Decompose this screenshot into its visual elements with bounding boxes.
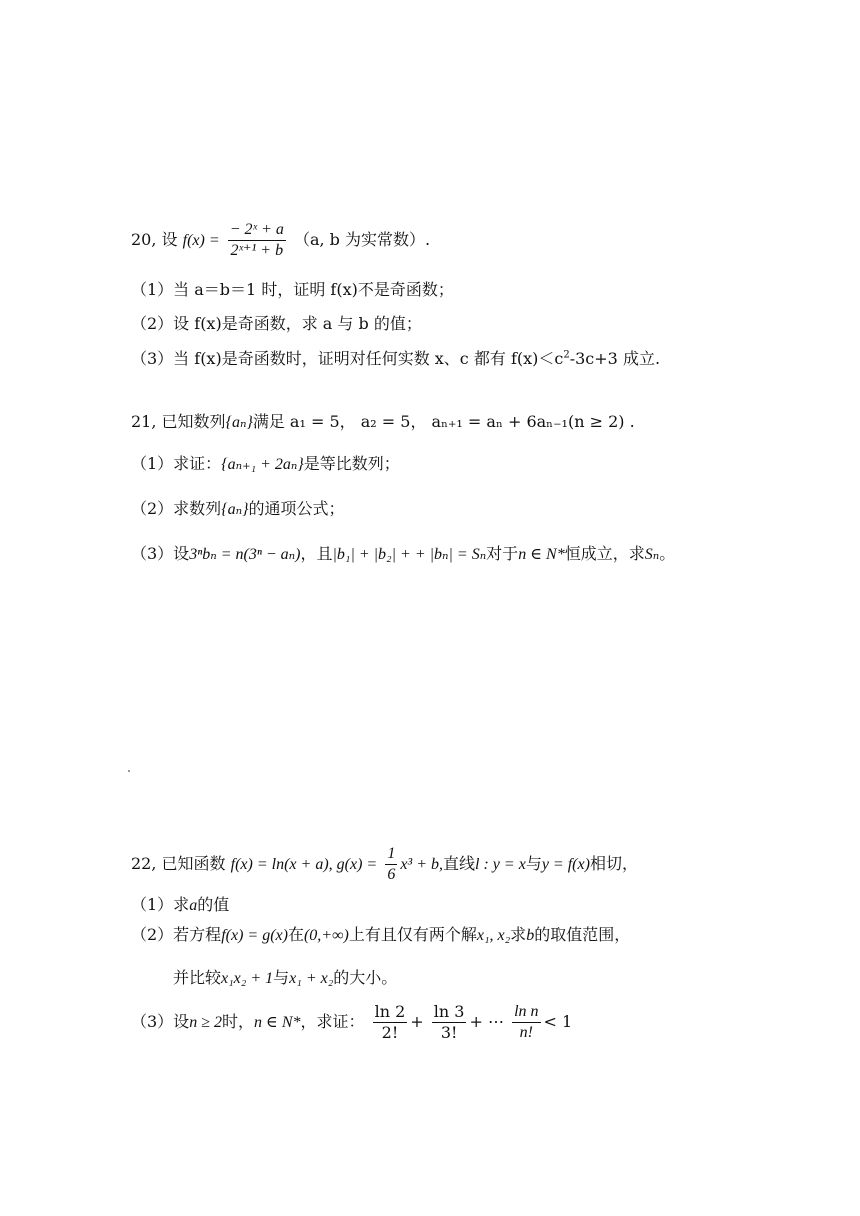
q21-part1	[131, 453, 400, 476]
q21-part3-expr2: |b₁| + |b₂| + + |bₙ| = Sₙ	[332, 546, 487, 563]
q20-stem	[131, 218, 430, 262]
q22-frac-num: 1	[385, 844, 397, 865]
q21-intro: 已知数列	[161, 412, 226, 431]
q20-part2: （2）设 f(x)是奇函数，求 a 与 b 的值；	[131, 314, 422, 333]
q22-fraction	[385, 844, 397, 885]
q22-frac-den: 6	[387, 866, 396, 883]
q20-part3-a: （3）当 f(x)是奇函数时，证明对任何实数 x、c 都有 f(x)＜c	[131, 349, 564, 368]
q20-fraction	[228, 220, 286, 261]
q21-part2-label: （2）求数列	[131, 499, 222, 518]
q20-number: 20,	[131, 230, 157, 249]
q22-part2b-expr2: x₁ + x₂	[289, 970, 334, 987]
q22-with: 与	[525, 854, 542, 873]
q21-part3-expr1: 3ⁿbₙ = n(3ⁿ − aₙ)	[189, 546, 301, 563]
q22-term3-num: ln n	[512, 1002, 540, 1023]
q22-term3	[512, 1002, 540, 1043]
q22-part3-set: n ∈ N*	[253, 1014, 301, 1031]
q22-term2-den: 3!	[440, 1023, 458, 1042]
q22-part2	[131, 924, 630, 947]
q22-term2-num: ln 3	[433, 1002, 465, 1021]
q22-line-expr: l : y = x	[475, 856, 526, 873]
q22-part2-in: 在	[287, 925, 304, 944]
q22-stem	[131, 842, 638, 886]
q21-part3-mid: ，且	[300, 544, 333, 563]
q20-lhs: f(x) =	[182, 232, 220, 249]
q22-tangent-expr: y = f(x)	[541, 856, 590, 873]
q22-part2b-label: 并比较	[173, 968, 222, 987]
q21-part2-tail: 的通项公式；	[248, 499, 345, 518]
q20-denominator: 2ˣ⁺¹ + b	[230, 242, 284, 259]
q22-number: 22,	[131, 854, 157, 873]
q21-part3-mid3: 恒成立，求	[564, 544, 645, 563]
q22-part2b-with: 与	[273, 968, 290, 987]
q21-seq: {aₙ}	[225, 414, 253, 431]
q21-number: 21,	[131, 412, 157, 431]
q22-term2	[432, 1002, 467, 1043]
q20-part3	[131, 348, 660, 370]
q22-term1	[373, 1002, 408, 1043]
q22-plus-dots: + ⋯	[469, 1012, 504, 1031]
q20-paren: （a, b 为实常数）.	[293, 230, 431, 249]
q21-part3	[131, 543, 675, 566]
q22-part2b-tail: 的大小。	[333, 968, 398, 987]
q22-part3	[131, 1000, 572, 1044]
q22-term1-den: 2!	[381, 1023, 399, 1042]
q20-part3-sup: 2	[563, 349, 570, 361]
q22-part3-cond: n ≥ 2	[189, 1014, 222, 1031]
q22-part2-mid: 上有且仅有两个解	[348, 925, 477, 944]
q22-intro: 已知函数	[161, 854, 226, 873]
q21-stem	[131, 411, 635, 434]
q21-part3-label: （3）设	[131, 544, 190, 563]
q22-part3-when: 时，	[221, 1012, 254, 1031]
q22-tangent: 相切，	[589, 854, 638, 873]
q22-part2b-expr1: x₁x₂ + 1	[221, 970, 274, 987]
q22-part1-tail: 的值	[197, 895, 230, 914]
q20-part3-b: -3c+3 成立.	[569, 349, 661, 368]
q22-part1-label: （1）求	[131, 895, 190, 914]
q22-part2-sol: x₁, x₂	[476, 927, 511, 944]
q21-part1-tail: 是等比数列；	[303, 454, 400, 473]
q20-intro: 设	[161, 230, 178, 249]
q22-part2-ask: 求	[510, 925, 527, 944]
q21-part2	[131, 498, 344, 521]
q22-plus1: +	[410, 1012, 424, 1031]
q22-part2-expr: f(x) = g(x)	[221, 927, 288, 944]
q21-part3-mid2: 对于	[486, 544, 519, 563]
q21-part1-label: （1）求证：	[131, 454, 222, 473]
stray-mark	[128, 770, 130, 772]
q22-part2-label: （2）若方程	[131, 925, 222, 944]
q22-part2b	[173, 967, 397, 990]
q21-part3-expr3: n ∈ N*	[518, 546, 565, 563]
q22-term1-num: ln 2	[374, 1002, 406, 1021]
q22-lt-one: < 1	[543, 1012, 573, 1031]
q22-part3-label: （3）设	[131, 1012, 190, 1031]
q20-part1: （1）当 a＝b＝1 时，证明 f(x)不是奇函数；	[131, 280, 454, 299]
q22-part1	[131, 894, 229, 917]
q21-part3-end: 。	[659, 544, 676, 563]
q22-part2-tail: 的取值范围，	[534, 925, 631, 944]
q22-g-tail: x³ + b,	[400, 856, 444, 873]
q21-part3-expr4: Sₙ	[644, 546, 660, 563]
q21-condition: 满足 a₁ = 5， a₂ = 5， aₙ₊₁ = aₙ + 6aₙ₋₁(n ≥ 2) .	[252, 412, 635, 431]
q22-f-def: f(x) = ln(x + a), g(x) =	[230, 856, 378, 873]
q22-term3-den: n!	[519, 1024, 533, 1041]
q22-part3-prove: ，求证：	[300, 1012, 365, 1031]
q20-numerator: − 2ˣ + a	[228, 220, 286, 241]
q22-line-label: 直线	[443, 854, 476, 873]
q21-part1-expr: {aₙ₊₁ + 2aₙ}	[221, 456, 304, 473]
q21-part2-expr: {aₙ}	[221, 501, 249, 518]
q22-part2-var: b	[526, 927, 535, 944]
q22-part2-interval: (0,+∞)	[303, 927, 349, 944]
q22-part1-var: a	[189, 897, 198, 914]
